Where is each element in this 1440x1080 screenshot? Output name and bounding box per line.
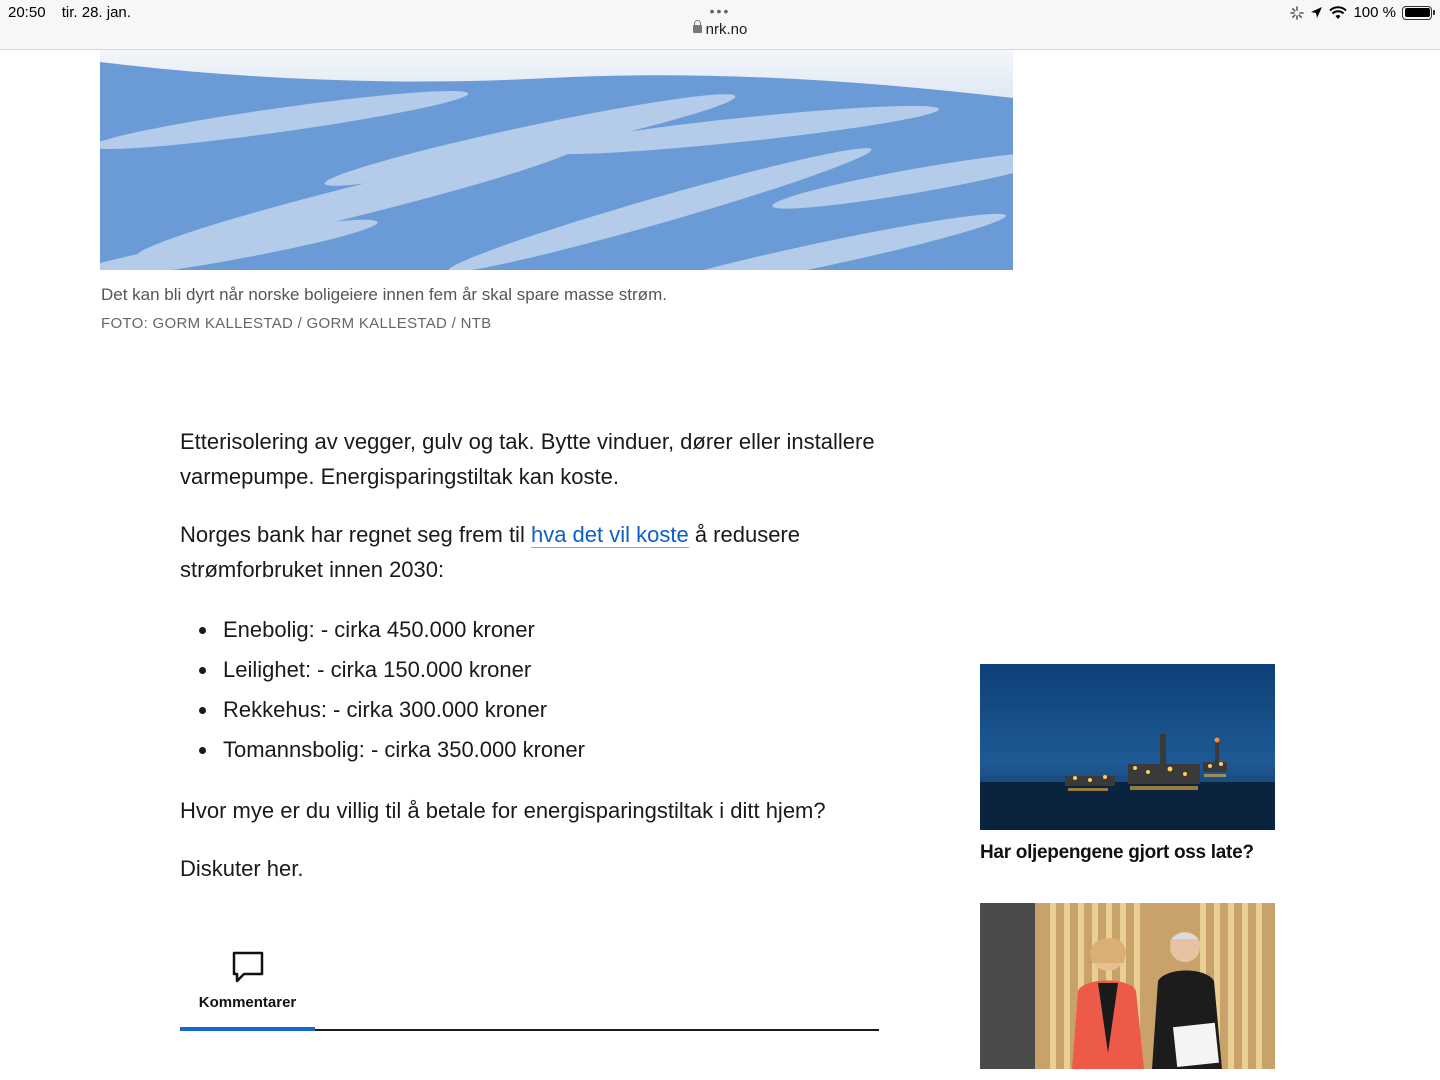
status-right [1290, 4, 1432, 21]
location-icon [1310, 6, 1323, 19]
wifi-icon [1329, 6, 1347, 20]
paragraph-intro: Etterisolering av vegger, gulv og tak. Bytte vinduer, dører eller installere varmepumpe. Energisparingstiltak kan koste. [180, 429, 875, 489]
cost-list [180, 610, 880, 770]
tab-active-indicator [180, 1027, 315, 1031]
status-date: tir. 28. jan. [61, 4, 131, 21]
battery-percent: 100 % [1353, 4, 1396, 21]
related-article-card[interactable] [980, 664, 1275, 864]
tab-comments-label[interactable]: Kommentarer [198, 994, 297, 1011]
battery-icon [1402, 6, 1432, 20]
photo-credit: FOTO: GORM KALLESTAD / GORM KALLESTAD / NTB [101, 315, 492, 332]
list-item: Rekkehus: - cirka 300.000 kroner [180, 690, 880, 730]
tab-comments[interactable] [180, 950, 315, 1011]
link-hva-det-vil-koste[interactable]: hva det vil koste [530, 522, 689, 547]
paragraph-discuss: Diskuter her. [180, 856, 304, 881]
status-time: 20:50 [8, 4, 46, 21]
article-body [180, 424, 880, 909]
related-article-title[interactable]: Har oljepengene gjort oss late? [980, 842, 1254, 863]
comment-bubble-icon [231, 950, 265, 984]
hero-image [100, 50, 1013, 270]
list-item: Leilighet: - cirka 150.000 kroner [180, 650, 880, 690]
loading-icon [1290, 6, 1304, 20]
address-bar[interactable] [0, 2, 1440, 40]
related-article-card[interactable] [980, 903, 1275, 1069]
lock-icon [693, 25, 702, 33]
browser-status-bar [0, 0, 1440, 50]
image-caption: Det kan bli dyrt når norske boligeiere innen fem år skal spare masse strøm. [101, 285, 667, 304]
two-people-photo[interactable] [980, 903, 1275, 1069]
more-dots-icon[interactable]: ••• [709, 3, 731, 19]
url-text[interactable]: nrk.no [705, 21, 748, 38]
list-item: Tomannsbolig: - cirka 350.000 kroner [180, 730, 880, 770]
paragraph-norges-bank: Norges bank har regnet seg frem til hva det vil koste å redusere strømforbruket innen 2030: [180, 522, 800, 582]
paragraph-question: Hvor mye er du villig til å betale for energisparingstiltak i ditt hjem? [180, 798, 826, 823]
list-item: Enebolig: - cirka 450.000 kroner [180, 610, 880, 650]
oil-platform-image[interactable] [980, 664, 1275, 830]
